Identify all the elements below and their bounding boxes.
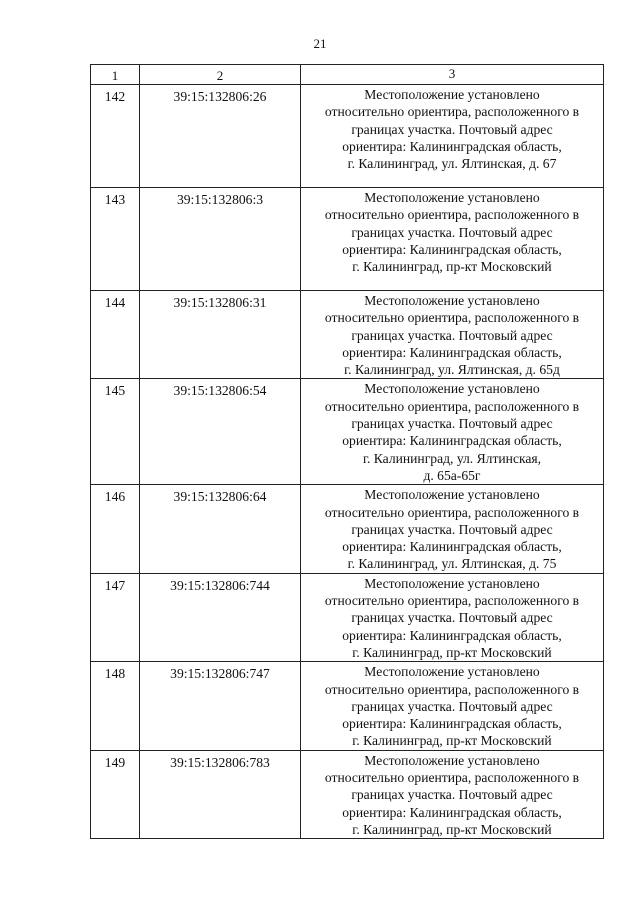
parcel-table-body: [91, 65, 604, 839]
location-line: Местоположение установлено: [364, 190, 540, 205]
header-col-2: 2: [140, 65, 301, 85]
location-line: относительно ориентира, расположенного в: [324, 504, 580, 520]
location-line: ориентира: Калининградская область,: [342, 344, 562, 360]
cadastral-number: 39:15:132806:744: [140, 573, 301, 661]
location-line: г. Калининград, пр-кт Московский: [352, 733, 552, 749]
location-line: относительно ориентира, расположенного в: [324, 681, 580, 697]
page-number: 21: [313, 36, 327, 51]
parcel-table: [90, 64, 604, 839]
location-line: Местоположение установлено: [364, 752, 540, 768]
table-row: [91, 485, 604, 573]
location-line: границах участка. Почтовый адрес: [351, 327, 553, 343]
location-line: Местоположение установлено: [364, 381, 540, 397]
table-row: [91, 85, 604, 188]
row-number: 147: [91, 573, 140, 661]
table-header-row: [91, 65, 604, 85]
location-description: [301, 662, 604, 750]
location-line: относительно ориентира, расположенного в: [324, 593, 580, 609]
location-description: [301, 379, 604, 485]
table-row: [91, 750, 604, 838]
location-description: [301, 750, 604, 838]
cadastral-number: 39:15:132806:64: [140, 485, 301, 573]
location-description: [301, 485, 604, 573]
cadastral-number: 39:15:132806:3: [140, 188, 301, 291]
location-line: относительно ориентира, расположенного в: [324, 770, 580, 786]
location-line: границах участка. Почтовый адрес: [351, 416, 553, 432]
header-col-3: 3: [301, 65, 604, 85]
cadastral-number: 39:15:132806:54: [140, 379, 301, 485]
location-line: границах участка. Почтовый адрес: [351, 521, 553, 537]
table-row: [91, 662, 604, 750]
location-line: г. Калининград, ул. Ялтинская,: [362, 450, 542, 466]
location-line: Местоположение установлено: [364, 487, 540, 503]
row-number: 143: [91, 188, 140, 291]
location-line: относительно ориентира, расположенного в: [324, 310, 580, 326]
row-number: 148: [91, 662, 140, 750]
table-row: [91, 379, 604, 485]
location-description: [301, 188, 604, 291]
header-col-1: 1: [91, 65, 140, 85]
location-line: относительно ориентира, расположенного в: [324, 104, 580, 120]
location-line: границах участка. Почтовый адрес: [351, 698, 553, 714]
table-row: [91, 291, 604, 379]
location-line: ориентира: Калининградская область,: [342, 433, 562, 449]
location-line: относительно ориентира, расположенного в: [324, 398, 580, 414]
location-description: [301, 573, 604, 661]
location-line: г. Калининград, пр-кт Московский: [352, 259, 552, 275]
location-line: д. 65а-65г: [423, 467, 481, 483]
location-description: [301, 85, 604, 188]
location-line: г. Калининград, ул. Ялтинская, д. 67: [347, 156, 557, 172]
location-line: Местоположение установлено: [364, 293, 540, 308]
location-line: г. Калининград, ул. Ялтинская, д. 75: [347, 556, 557, 572]
location-line: границах участка. Почтовый адрес: [351, 610, 553, 626]
row-number: 142: [91, 85, 140, 188]
location-line: ориентира: Калининградская область,: [342, 138, 562, 154]
cadastral-number: 39:15:132806:26: [140, 85, 301, 188]
location-line: Местоположение установлено: [364, 87, 540, 102]
location-line: границах участка. Почтовый адрес: [351, 787, 553, 803]
cadastral-number: 39:15:132806:747: [140, 662, 301, 750]
location-line: ориентира: Калининградская область,: [342, 716, 562, 732]
location-line: г. Калининград, пр-кт Московский: [352, 821, 552, 837]
location-line: относительно ориентира, расположенного в: [324, 207, 580, 223]
table-row: [91, 188, 604, 291]
location-line: Местоположение установлено: [364, 575, 540, 591]
location-description: [301, 291, 604, 379]
location-line: границах участка. Почтовый адрес: [351, 121, 553, 137]
location-line: ориентира: Калининградская область,: [342, 627, 562, 643]
location-line: г. Калининград, ул. Ялтинская, д. 65д: [344, 362, 560, 378]
row-number: 144: [91, 291, 140, 379]
location-line: г. Калининград, пр-кт Московский: [352, 644, 552, 660]
cadastral-number: 39:15:132806:783: [140, 750, 301, 838]
table-row: [91, 573, 604, 661]
location-line: ориентира: Калининградская область,: [342, 804, 562, 820]
row-number: 146: [91, 485, 140, 573]
location-line: границах участка. Почтовый адрес: [351, 224, 553, 240]
row-number: 145: [91, 379, 140, 485]
cadastral-number: 39:15:132806:31: [140, 291, 301, 379]
location-line: Местоположение установлено: [364, 664, 540, 680]
location-line: ориентира: Калининградская область,: [342, 241, 562, 257]
row-number: 149: [91, 750, 140, 838]
location-line: ориентира: Калининградская область,: [342, 539, 562, 555]
